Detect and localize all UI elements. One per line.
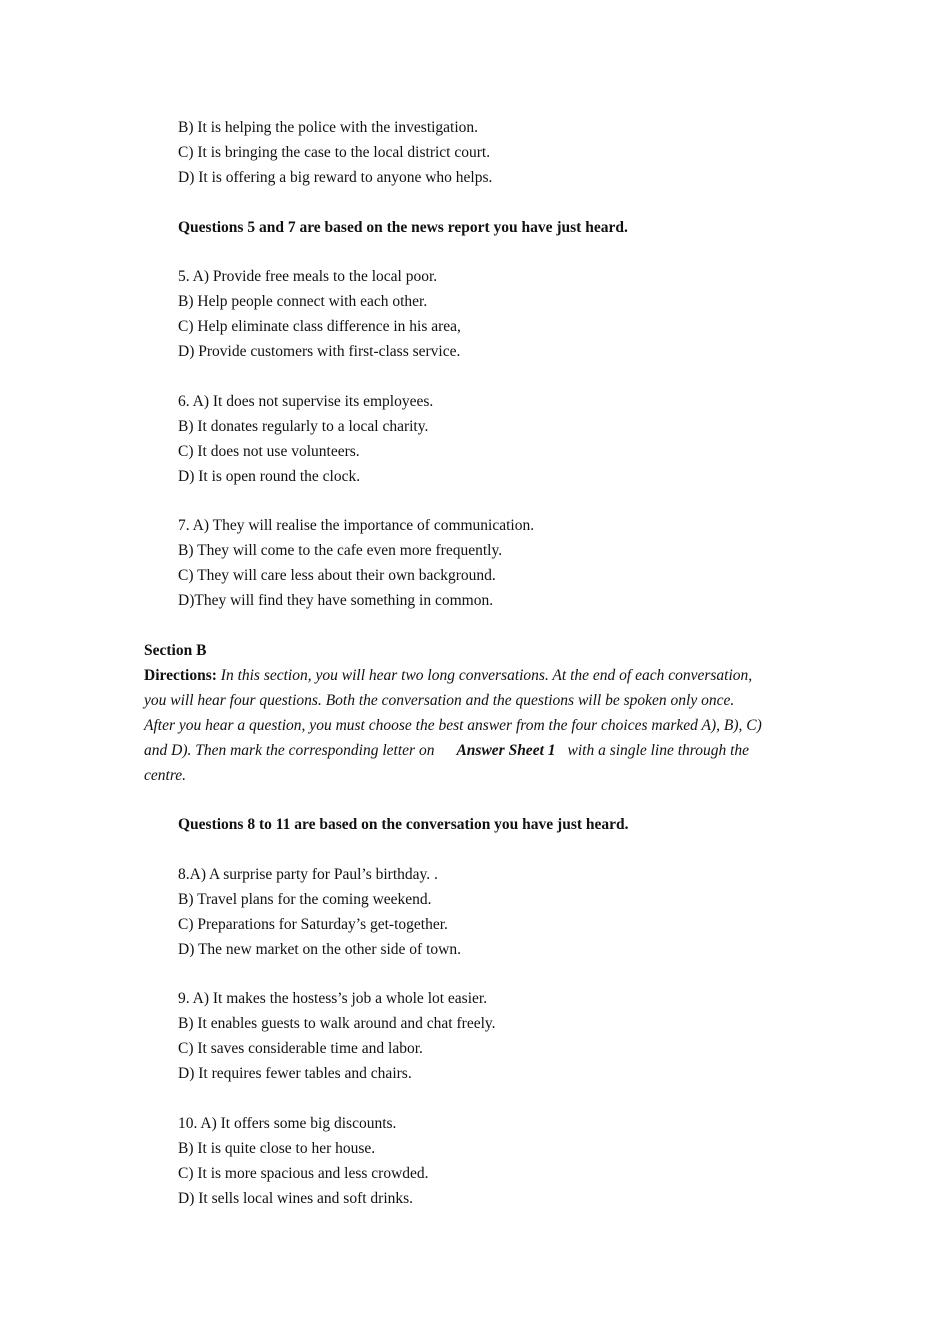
questions-8-11-heading: Questions 8 to 11 are based on the conversation you have just heard. (178, 816, 629, 833)
q9-option-d: D) It requires fewer tables and chairs. (178, 1065, 412, 1082)
q7-option-a: 7. A) They will realise the importance of communication. (178, 517, 535, 534)
q8-option-b: B) Travel plans for the coming weekend. (178, 891, 432, 908)
q6-option-b: B) It donates regularly to a local charity. (178, 418, 429, 435)
questions-5-7-heading: Questions 5 and 7 are based on the news report you have just heard. (178, 219, 628, 236)
q6-option-c: C) It does not use volunteers. (178, 443, 360, 460)
q8-option-a: 8.A) A surprise party for Paul’s birthday. . (178, 866, 438, 883)
directions-line-4 (144, 741, 749, 761)
q5-option-a: 5. A) Provide free meals to the local poor. (178, 268, 438, 285)
q10-option-a: 10. A) It offers some big discounts. (178, 1115, 397, 1132)
q9-option-c: C) It saves considerable time and labor. (178, 1040, 423, 1057)
q8-option-c: C) Preparations for Saturday’s get-together. (178, 916, 448, 933)
q6-option-a: 6. A) It does not supervise its employees. (178, 393, 434, 410)
q8-option-d: D) The new market on the other side of town. (178, 941, 461, 958)
directions-line-3: After you hear a question, you must choose the best answer from the four choices marked A), B), C) (144, 717, 762, 734)
q10-option-d: D) It sells local wines and soft drinks. (178, 1190, 414, 1207)
q4-option-c: C) It is bringing the case to the local district court. (178, 144, 491, 161)
directions-label: Directions: (144, 667, 217, 684)
directions-text-4b: with a single line through the (567, 742, 750, 759)
directions-line-2: you will hear four questions. Both the conversation and the questions will be spoken only once. (144, 692, 735, 709)
q5-option-c: C) Help eliminate class difference in his area, (178, 318, 461, 335)
q7-option-b: B) They will come to the cafe even more frequently. (178, 542, 503, 559)
q9-option-a: 9. A) It makes the hostess’s job a whole lot easier. (178, 990, 488, 1007)
q4-option-d: D) It is offering a big reward to anyone who helps. (178, 169, 493, 186)
q7-option-c: C) They will care less about their own background. (178, 567, 496, 584)
q9-option-b: B) It enables guests to walk around and chat freely. (178, 1015, 496, 1032)
q7-option-d: D)They will find they have something in common. (178, 592, 494, 609)
q6-option-d: D) It is open round the clock. (178, 468, 361, 485)
answer-sheet-label: Answer Sheet 1 (456, 742, 556, 759)
q5-option-b: B) Help people connect with each other. (178, 293, 428, 310)
q10-option-c: C) It is more spacious and less crowded. (178, 1165, 429, 1182)
q4-option-b: B) It is helping the police with the investigation. (178, 119, 479, 136)
section-b-title: Section B (144, 642, 207, 659)
directions-line-1 (144, 666, 752, 686)
directions-line-5: centre. (144, 767, 187, 784)
q10-option-b: B) It is quite close to her house. (178, 1140, 376, 1157)
directions-text-1: In this section, you will hear two long conversations. At the end of each conversation, (220, 667, 753, 684)
q5-option-d: D) Provide customers with first-class service. (178, 343, 461, 360)
directions-text-4a: and D). Then mark the corresponding letter on (144, 742, 435, 759)
